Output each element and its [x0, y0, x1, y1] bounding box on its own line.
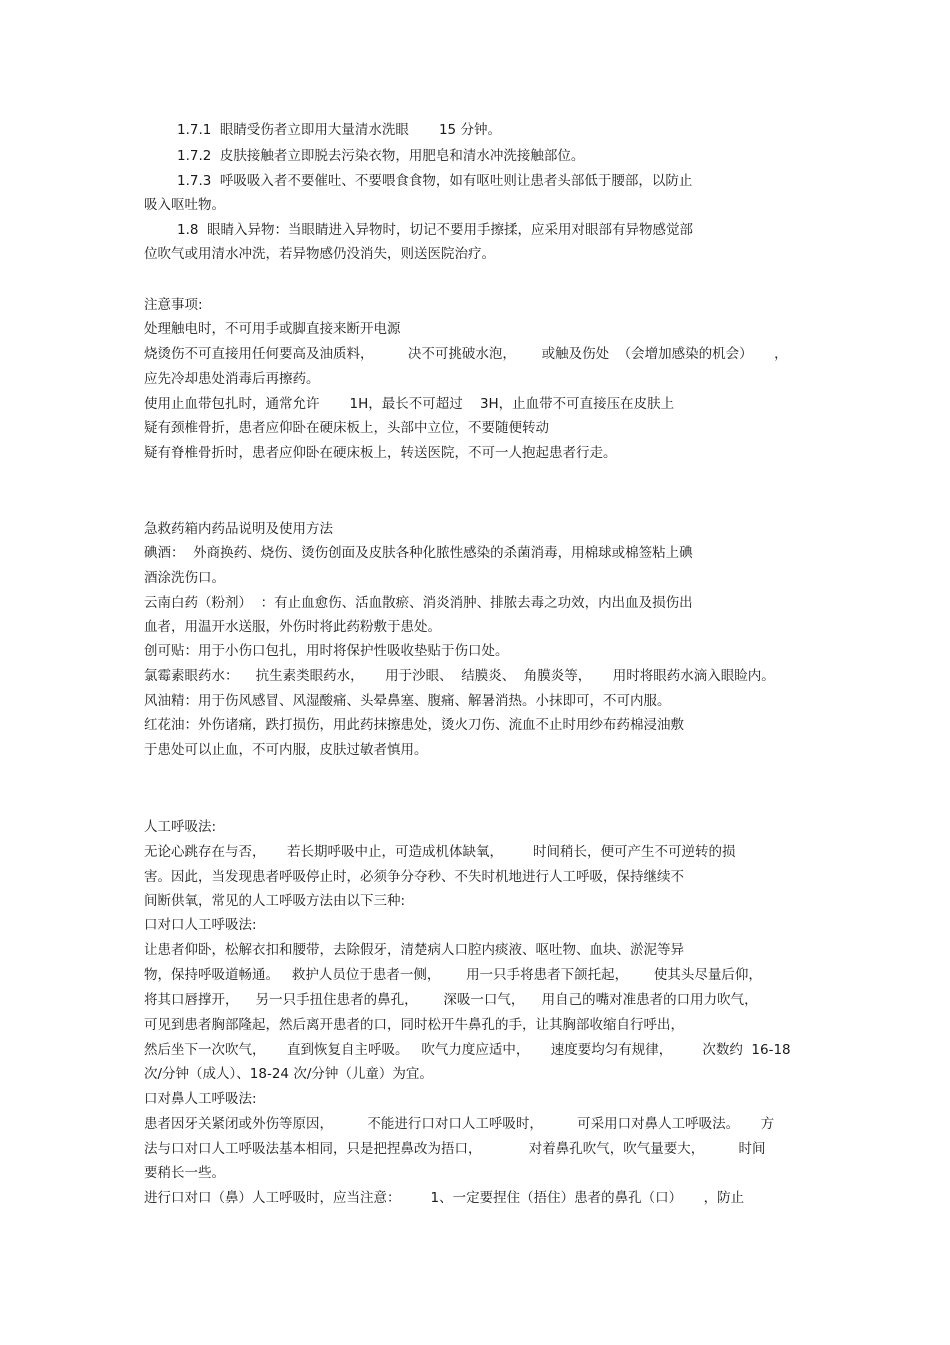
text-line: 风油精：用于伤风感冒、风湿酸痛、头晕鼻塞、腹痛、解暑消热。小抹即可，不可内服。	[144, 693, 671, 709]
section-heading: 人工呼吸法:	[144, 819, 217, 835]
text-line: 疑有脊椎骨折时，患者应仰卧在硬床板上，转送医院，不可一人抱起患者行走。	[144, 445, 617, 461]
text-line: 可见到患者胸部隆起，然后离开患者的口，同时松开牛鼻孔的手，让其胸部收缩自行呼出，	[144, 1017, 684, 1033]
subsection-heading: 口对鼻人工呼吸法:	[144, 1091, 257, 1107]
text-line: 法与口对口人工呼吸法基本相同，只是把捏鼻改为捂口， 对着鼻孔吹气，吹气量要大， 时间	[144, 1141, 766, 1157]
text-line: 烧烫伤不可直接用任何要高及油质料， 决不可挑破水泡， 或触及伤处 （会增加感染的机会） ，	[144, 346, 788, 362]
text-line: 要稍长一些。	[144, 1165, 225, 1181]
text-line: 让患者仰卧，松解衣扣和腰带，去除假牙，清楚病人口腔内痰液、呕吐物、血块、淤泥等异	[144, 942, 684, 958]
text-line: 然后坐下一次吹气， 直到恢复自主呼吸。 吹气力度应适中， 速度要均匀有规律， 次数约 16-18	[144, 1042, 791, 1058]
text-line: 1.7.2 皮肤接触者立即脱去污染衣物，用肥皂和清水冲洗接触部位。	[177, 148, 585, 164]
text-line: 吸入呕吐物。	[144, 197, 225, 213]
text-line: 1.8 眼睛入异物：当眼睛进入异物时，切记不要用手擦揉，应采用对眼部有异物感觉部	[177, 222, 694, 238]
text-line: 云南白药（粉剂） ：有止血愈伤、活血散瘀、消炎消肿、排脓去毒之功效，内出血及损伤出	[144, 595, 693, 611]
text-line: 酒涂洗伤口。	[144, 570, 225, 586]
text-line: 1.7.1 眼睛受伤者立即用大量清水洗眼 15 分钟。	[177, 122, 501, 138]
text-line: 创可贴：用于小伤口包扎，用时将保护性吸收垫贴于伤口处。	[144, 643, 509, 659]
text-line: 氯霉素眼药水： 抗生素类眼药水， 用于沙眼、 结膜炎、 角膜炎等， 用时将眼药水滴入眼睑内。	[144, 668, 775, 684]
text-line: 疑有颈椎骨折，患者应仰卧在硬床板上，头部中立位，不要随便转动	[144, 420, 549, 436]
text-line: 应先冷却患处消毒后再擦药。	[144, 371, 320, 387]
text-line: 碘酒： 外商换药、烧伤、烫伤创面及皮肤各种化脓性感染的杀菌消毒，用棉球或棉签粘上碘	[144, 545, 693, 561]
text-line: 害。因此，当发现患者呼吸停止时，必须争分夺秒、不失时机地进行人工呼吸，保持继续不	[144, 869, 684, 885]
text-line: 位吹气或用清水冲洗，若异物感仍没消失，则送医院治疗。	[144, 246, 495, 262]
subsection-heading: 口对口人工呼吸法:	[144, 917, 257, 933]
text-line: 患者因牙关紧闭或外伤等原因， 不能进行口对口人工呼吸时， 可采用口对鼻人工呼吸法。 方	[144, 1116, 775, 1132]
section-heading: 急救药箱内药品说明及使用方法	[144, 521, 333, 537]
text-line: 间断供氧，常见的人工呼吸方法由以下三种:	[144, 893, 406, 909]
text-line: 处理触电时，不可用手或脚直接来断开电源	[144, 321, 401, 337]
text-line: 无论心跳存在与否， 若长期呼吸中止，可造成机体缺氧， 时间稍长，便可产生不可逆转的损	[144, 844, 736, 860]
section-heading: 注意事项:	[144, 297, 203, 313]
text-line: 红花油：外伤诸痛，跌打损伤，用此药抹擦患处，烫火刀伤、流血不止时用纱布药棉浸油敷	[144, 717, 684, 733]
text-line: 1.7.3 呼吸吸入者不要催吐、不要喂食食物，如有呕吐则让患者头部低于腰部，以防止	[177, 173, 693, 189]
text-line: 次/分钟（成人）、18-24 次/分钟（儿童）为宜。	[144, 1066, 433, 1082]
text-line: 将其口唇撑开， 另一只手扭住患者的鼻孔， 深吸一口气， 用自己的嘴对准患者的口用力吹气，	[144, 992, 758, 1008]
text-line: 进行口对口（鼻）人工呼吸时，应当注意： 1、一定要捏住（捂住）患者的鼻孔（口） ，防止	[144, 1190, 745, 1206]
text-line: 物，保持呼吸道畅通。 救护人员位于患者一侧， 用一只手将患者下颌托起， 使其头尽量后仰，	[144, 967, 762, 983]
text-line: 使用止血带包扎时，通常允许 1H，最长不可超过 3H，止血带不可直接压在皮肤上	[144, 396, 675, 412]
text-line: 于患处可以止血，不可内服，皮肤过敏者慎用。	[144, 742, 428, 758]
text-line: 血者，用温开水送服，外伤时将此药粉敷于患处。	[144, 619, 441, 635]
